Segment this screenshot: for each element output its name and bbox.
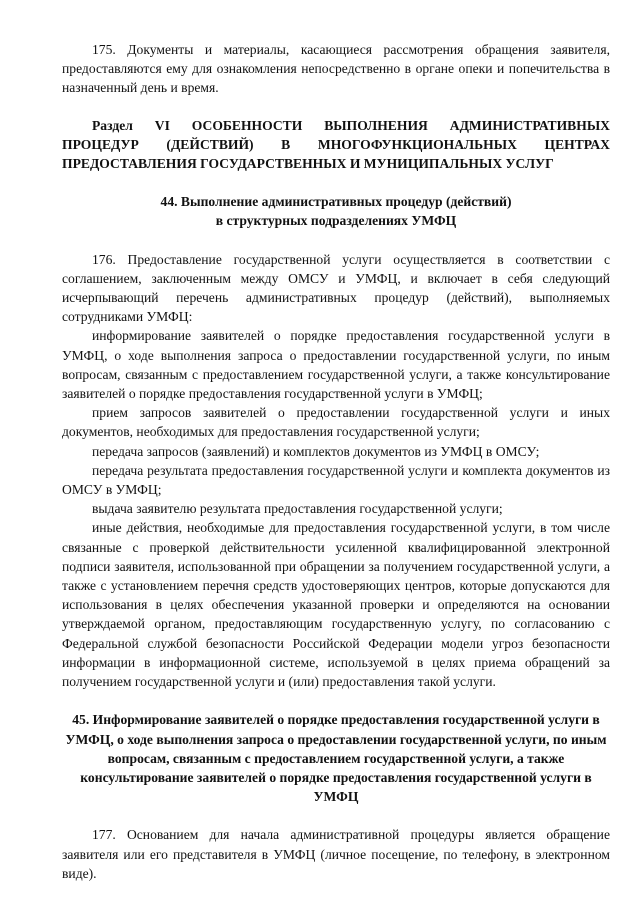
section-vi-heading: Раздел VI ОСОБЕННОСТИ ВЫПОЛНЕНИЯ АДМИНИСТРАТИВНЫХ ПРОЦЕДУР (ДЕЙСТВИЙ) В МНОГОФУНКЦИОНАЛЬНЫХ ЦЕНТРАХ ПРЕДОСТАВЛЕНИЯ ГОСУДАРСТВЕННЫХ И МУНИЦИПАЛЬНЫХ УСЛУГ <box>62 117 610 172</box>
list-item: иные действия, необходимые для предоставления государственной услуги, в том числе связанные с проверкой действительности усиленной квалифицированной электронной подписи заявителя, использованной при обращении за получением государственной услуги, а также с установлением перечня средств удостоверяющих центров, которые допускаются для использования в целях обеспечения указанной проверки и определяются на основании утверждаемой органом, предоставляющим государственную услугу, по согласованию с Федеральной службой безопасности Российской Федерации модели угроз безопасности информации в информационной системе, используемой в целях приема обращений за получением государственной услуги и (или) предоставления такой услуги. <box>62 520 610 690</box>
list-item: передача результата предоставления государственной услуги и комплекта документов из ОМСУ в УМФЦ; <box>62 462 610 498</box>
document-page <box>62 40 610 883</box>
list-item: выдача заявителю результата предоставления государственной услуги; <box>92 501 503 517</box>
list-item: прием запросов заявителей о предоставлении государственной услуги и иных документов, необходимых для предоставления государственной услуги; <box>62 405 610 440</box>
subsection-44-line1: 44. Выполнение административных процедур (действий) <box>160 194 512 210</box>
paragraph-175: 175. Документы и материалы, касающиеся рассмотрения обращения заявителя, предоставляются ему для ознакомления непосредственно в органе опеки и попечительства в назначенный день и время. <box>62 42 610 96</box>
subsection-44-line2: в структурных подразделениях УМФЦ <box>215 213 457 229</box>
paragraph-176: 176. Предоставление государственной услуги осуществляется в соответствии с соглашением, заключенным между ОМСУ и УМФЦ, и включает в себя следующий исчерпывающий перечень административных процедур (действий), выполняемых сотрудниками УМФЦ: <box>62 251 610 325</box>
list-item: передача запросов (заявлений) и комплектов документов из УМФЦ в ОМСУ; <box>92 443 540 459</box>
list-item: информирование заявителей о порядке предоставления государственной услуги в УМФЦ, о ходе выполнения запроса о предоставлении государственной услуги, по иным вопросам, связанным с предоставлением государственной услуги, а также консультирование заявителей о порядке предоставления государственной услуги в УМФЦ; <box>62 328 610 402</box>
subsection-45-heading: 45. Информирование заявителей о порядке предоставления государственной услуги в УМФЦ, о ходе выполнения запроса о предоставлении государственной услуги, по иным вопросам, связанным с предоставлением государственной услуги, а также консультирование заявителей о порядке предоставления государственной услуги в УМФЦ <box>65 712 607 805</box>
subsection-44-heading <box>62 192 610 230</box>
paragraph-177: 177. Основанием для начала административной процедуры является обращение заявителя или его представителя в УМФЦ (личное посещение, по телефону, в электронном виде). <box>62 827 610 881</box>
